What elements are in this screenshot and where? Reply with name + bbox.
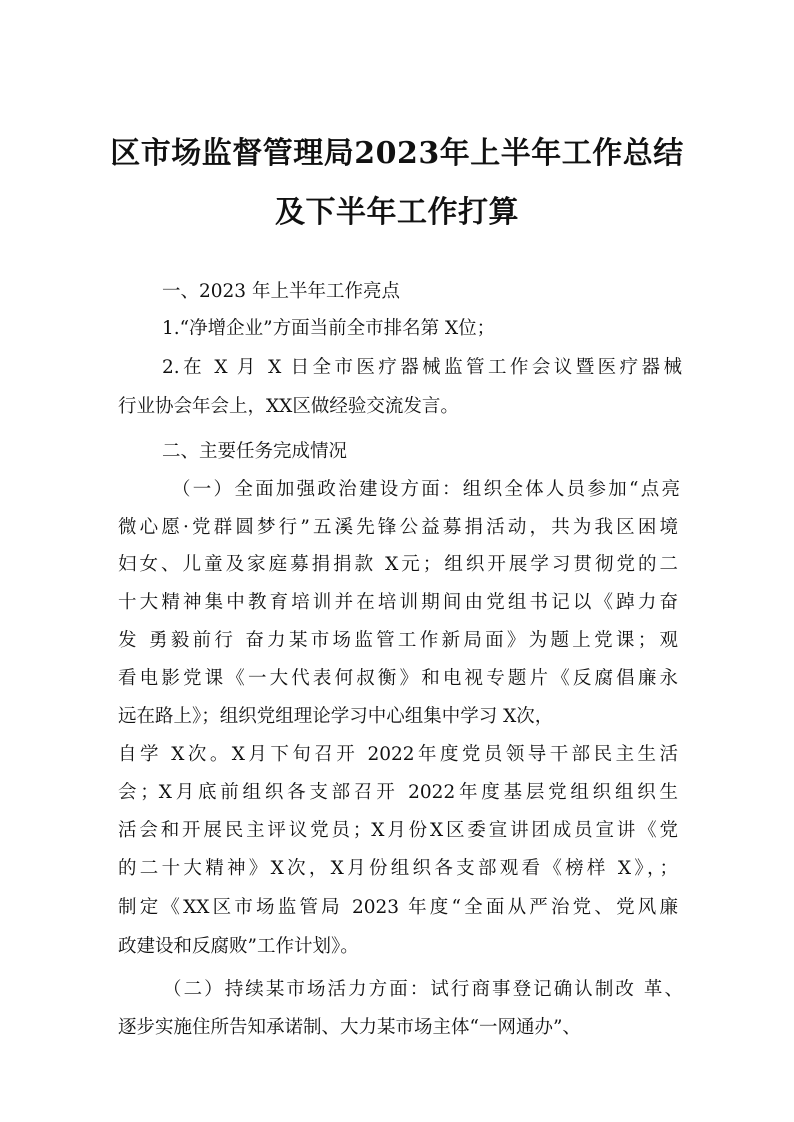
paragraph-1-line-6: 看电影党课《一大代表何叔衡》和电视专题片《反腐倡廉永	[118, 668, 678, 689]
paragraph-1-line-11: 的二十大精神》X次，X月份组织各支部观看《榜样 X》，；	[118, 858, 678, 879]
paragraph-1-line-12: 制定《XX区市场监管局 2023 年度“全面从严治党、党风廉	[118, 897, 678, 918]
paragraph-1-line-5: 发 勇毅前行 奋力某市场监管工作新局面》为题上党课；观	[118, 630, 678, 651]
paragraph-1-line-9: 会；X月底前组织各支部召开 2022年度基层党组织组织生	[118, 782, 678, 803]
paragraph-1-line-4: 十大精神集中教育培训并在培训期间由党组书记以《踔力奋	[118, 592, 678, 613]
paragraph-1-line-1: （一）全面加强政治建设方面：组织全体人员参加“点亮	[172, 479, 680, 500]
paragraph-1-line-8: 自学 X次。X月下旬召开 2022年度党员领导干部民主生活	[118, 744, 678, 765]
section-heading-tasks: 二、主要任务完成情况	[162, 441, 348, 462]
highlight-item-1: 1.“净增企业”方面当前全市排名第 X位；	[162, 318, 496, 339]
document-title-line-1: 区市场监督管理局2023年上半年工作总结	[110, 136, 684, 171]
paragraph-1-line-13: 政建设和反腐败”工作计划》。	[118, 936, 359, 957]
paragraph-1-line-3: 妇女、儿童及家庭募捐捐款 X元；组织开展学习贯彻党的二	[118, 554, 678, 575]
paragraph-1-line-7: 远在路上》；组织党组理论学习中心组集中学习 X次，	[118, 706, 554, 727]
paragraph-1-line-2: 微心愿·党群圆梦行”五溪先锋公益募捐活动，共为我区困境	[118, 517, 678, 538]
section-heading-highlights: 一、2023 年上半年工作亮点	[162, 281, 400, 302]
document-title-line-2: 及下半年工作打算	[275, 195, 519, 230]
paragraph-1-line-10: 活会和开展民主评议党员；X月份X区委宣讲团成员宣讲《党	[118, 820, 678, 841]
paragraph-2-line-1: （二）持续某市场活力方面：试行商事登记确认制改 革、	[163, 979, 683, 1000]
highlight-item-2-line-1: 2.在 X 月 X 日全市医疗器械监管工作会议暨医疗器械	[162, 357, 682, 378]
paragraph-2-line-2: 逐步实施住所告知承诺制、大力某市场主体“一网通办”、	[118, 1017, 581, 1038]
highlight-item-2-line-2: 行业协会年会上，XX区做经验交流发言。	[118, 396, 459, 417]
